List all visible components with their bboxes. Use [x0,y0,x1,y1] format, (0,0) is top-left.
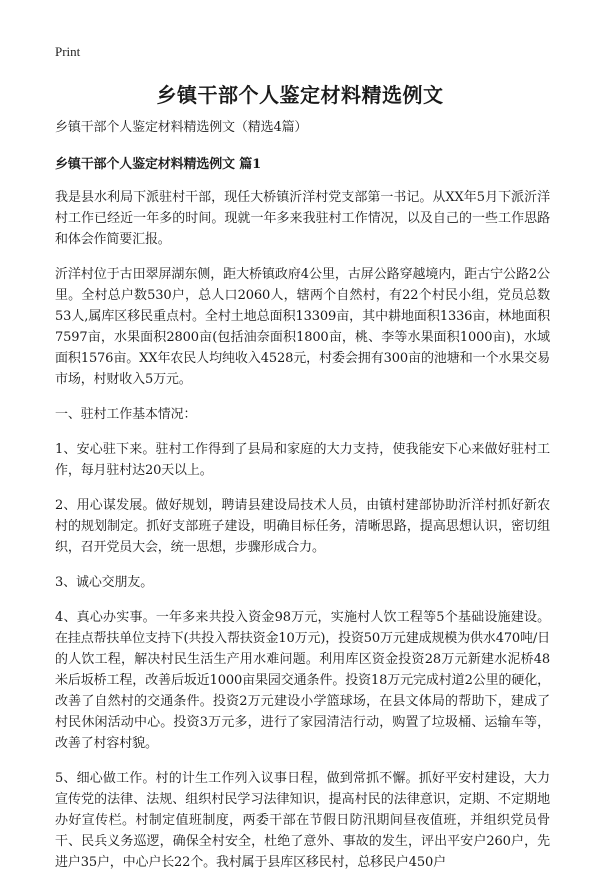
paragraph-section-1-heading: 一、驻村工作基本情况： [55,407,197,422]
document-title: 乡镇干部个人鉴定材料精选例文 [156,83,444,107]
paragraph-item-4: 4、真心办实事。一年多来共投入资金98万元，实施村人饮工程等5个基础设施建设。在挂点帮扶单位支持下(共投入帮扶资金10万元)，投资50万元建成规模为供水470吨/日的人饮工程，解决村民生活生产用水难问题。利用库区资金投资28万元新建水泥桥48米后坂桥工程，改善后坂近1000亩果园交通条件。投资18万元完成村道2公里的硬化，改善了自然村的交通条件。投资2万元建设小学篮球场，在县文体局的帮助下，建成了村民休闲活动中心。投资3万元多，进行了家园清洁行动，购置了垃圾桶、运输车等，改善了村容村貌。 [55,610,550,751]
paragraph-village-overview: 沂洋村位于古田翠屏湖东侧，距大桥镇政府4公里，古屏公路穿越境内，距古宁公路2公里。全村总户数530户，总人口2060人，辖两个自然村，有22个村民小组，党员总数53人,属库区移民重点村。全村土地总面积13309亩，其中耕地面积1336亩，林地面积7597亩，水果面积2800亩(包括油奈面积1800亩，桃、李等水果面积1000亩)，水域面积1576亩。XX年农民人均纯收入4528元，村委会拥有300亩的池塘和一个水果交易市场，村财收入5万元。 [55,267,550,387]
print-link[interactable]: Print [55,44,81,59]
paragraph-item-3: 3、诚心交朋友。 [55,575,154,590]
paragraph-item-1: 1、安心驻下来。驻村工作得到了县局和家庭的大力支持，使我能安下心来做好驻村工作，每月驻村达20天以上。 [55,442,550,478]
document-subtitle: 乡镇干部个人鉴定材料精选例文（精选4篇） [55,120,308,135]
paragraph-item-5: 5、细心做工作。村的计生工作列入议事日程，做到常抓不懈。抓好平安村建设，大力宣传党的法律、法规、组织村民学习法律知识，提高村民的法律意识，定期、不定期地办好宣传栏。村制定值班制度，两委干部在节假日防汛期间昼夜值班，并组织党员骨干、民兵义务巡逻，确保全村安全，杜绝了意外、事故的发生，评出平安户260户，先进户35户，中心户长22个。我村属于县库区移民村，总移民户450户 [55,771,550,870]
paragraph-intro: 我是县水利局下派驻村干部，现任大桥镇沂洋村党支部第一书记。从XX年5月下派沂洋村工作已经近一年多的时间。现就一年多来我驻村工作情况，以及自己的一些工作思路和体会作简要汇报。 [55,190,550,247]
section-heading: 乡镇干部个人鉴定材料精选例文 篇1 [55,157,262,172]
paragraph-item-2: 2、用心谋发展。做好规划，聘请县建设局技术人员，由镇村建部协助沂洋村抓好新农村的规划制定。抓好支部班子建设，明确目标任务，清晰思路，提高思想认识，密切组织，召开党员大会，统一思想，步骤形成合力。 [55,498,550,555]
document-body [55,117,550,887]
